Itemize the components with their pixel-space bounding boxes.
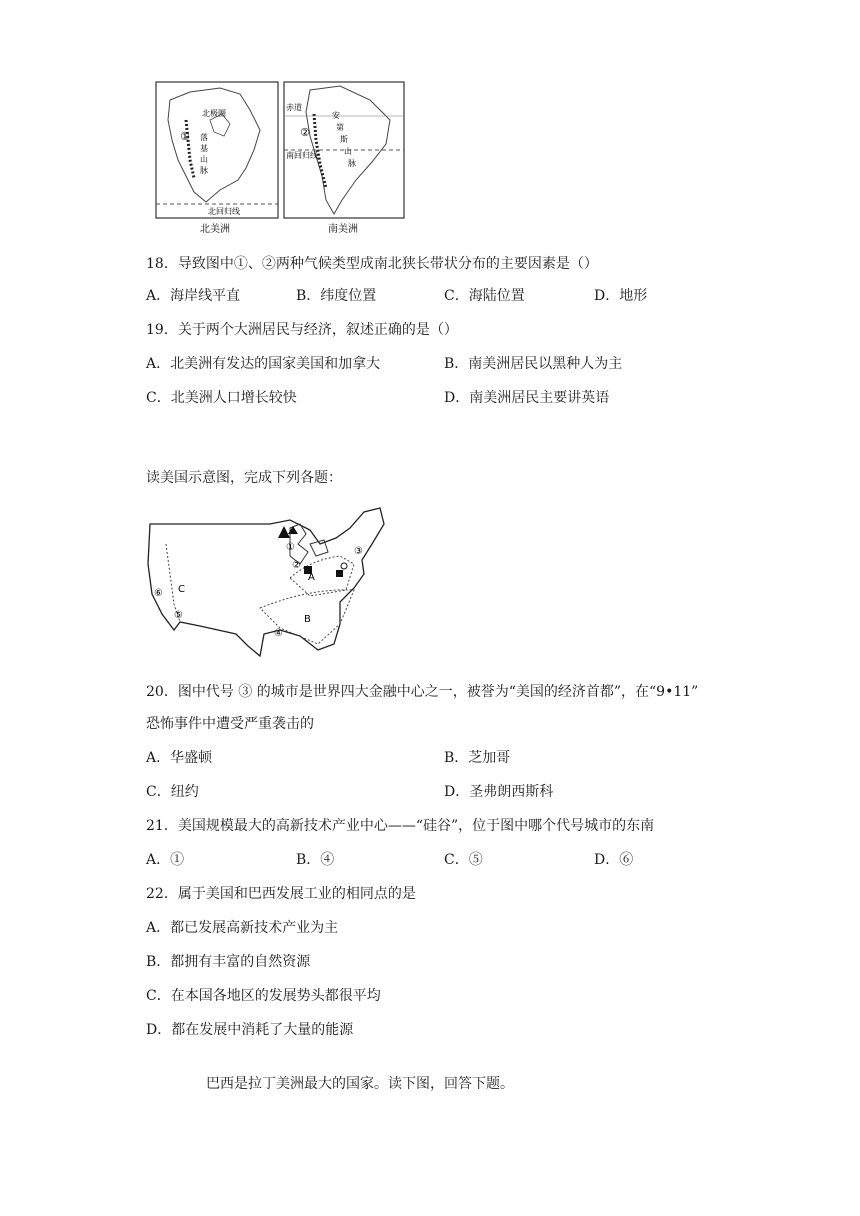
na-tropic-label: 北回归线 (208, 207, 240, 216)
na-lake-label: 北极圈 (202, 109, 226, 118)
sa-mountain-5: 脉 (348, 159, 356, 168)
q18-option-d[interactable]: D．地形 (594, 288, 648, 304)
q18-option-c[interactable]: C．海陆位置 (444, 288, 525, 304)
q21-option-d[interactable]: D．⑥ (594, 852, 634, 868)
us-map (140, 504, 390, 664)
q22-option-d[interactable]: D．都在发展中消耗了大量的能源 (146, 1022, 354, 1038)
q21-option-c[interactable]: C．⑤ (444, 852, 483, 868)
q21-option-b[interactable]: B．④ (296, 852, 335, 868)
q19-option-a[interactable]: A．北美洲有发达的国家美国和加拿大 (146, 356, 381, 372)
sa-mountain-1: 安 (332, 111, 340, 120)
us-label-2: ② (292, 560, 301, 571)
q20-option-b[interactable]: B．芝加哥 (444, 750, 511, 766)
sa-caption: 南美洲 (328, 224, 358, 235)
q20-option-d[interactable]: D．圣弗朗西斯科 (444, 784, 554, 800)
us-label-6: ⑥ (154, 588, 163, 599)
na-caption: 北美洲 (200, 224, 230, 235)
q22-option-c[interactable]: C．在本国各地区的发展势头都很平均 (146, 988, 381, 1004)
q18-option-a[interactable]: A．海岸线平直 (146, 288, 241, 304)
us-label-4: ④ (274, 628, 283, 639)
us-region-b: B (304, 614, 311, 625)
americas-maps (150, 80, 410, 240)
sa-mountain-4: 山 (344, 147, 352, 156)
brazil-intro: 巴西是拉丁美洲最大的国家。读下图，回答下题。 (206, 1076, 514, 1092)
q20-stem-line2: 恐怖事件中遭受严重袭击的 (146, 716, 314, 732)
q22-option-b[interactable]: B．都拥有丰富的自然资源 (146, 954, 311, 970)
q18-option-b[interactable]: B．纬度位置 (296, 288, 377, 304)
sa-tropic-label: 南回归线 (286, 151, 318, 160)
us-label-1: ① (286, 542, 295, 553)
us-label-5: ⑤ (174, 610, 183, 621)
q20-option-c[interactable]: C．纽约 (146, 784, 199, 800)
q22-option-a[interactable]: A．都已发展高新技术产业为主 (146, 920, 339, 936)
sa-marker: ② (300, 126, 310, 139)
na-mountain-2: 基 (200, 144, 208, 153)
q21-option-a[interactable]: A．① (146, 852, 185, 868)
na-mountain-3: 山 (200, 155, 208, 164)
q19-stem: 19．关于两个大洲居民与经济，叙述正确的是（） (146, 322, 458, 338)
us-region-c: C (178, 584, 185, 595)
us-label-3: ③ (354, 546, 363, 557)
q20-option-a[interactable]: A．华盛顿 (146, 750, 213, 766)
us-map-intro: 读美国示意图，完成下列各题： (146, 470, 342, 486)
q19-option-d[interactable]: D．南美洲居民主要讲英语 (444, 390, 610, 406)
q20-stem-line1: 20．图中代号 ③ 的城市是世界四大金融中心之一，被誉为“美国的经济首都”，在“9•11” (146, 684, 699, 700)
q21-stem: 21．美国规模最大的高新技术产业中心——“硅谷”，位于图中哪个代号城市的东南 (146, 818, 655, 834)
sa-mountain-3: 斯 (340, 135, 348, 144)
sa-equator-label: 赤道 (286, 103, 302, 112)
us-map-figure (140, 504, 390, 664)
na-marker: ① (180, 130, 190, 143)
na-mountain-1: 落 (200, 133, 208, 142)
us-region-a: A (308, 572, 315, 583)
sa-mountain-2: 第 (336, 123, 344, 132)
q19-option-c[interactable]: C．北美洲人口增长较快 (146, 390, 297, 406)
q19-option-b[interactable]: B．南美洲居民以黑种人为主 (444, 356, 623, 372)
na-mountain-4: 脉 (200, 166, 208, 175)
q18-stem: 18．导致图中①、②两种气候类型成南北狭长带状分布的主要因素是（） (146, 256, 598, 272)
q22-stem: 22．属于美国和巴西发展工业的相同点的是 (146, 886, 416, 902)
figure-americas (150, 80, 410, 240)
